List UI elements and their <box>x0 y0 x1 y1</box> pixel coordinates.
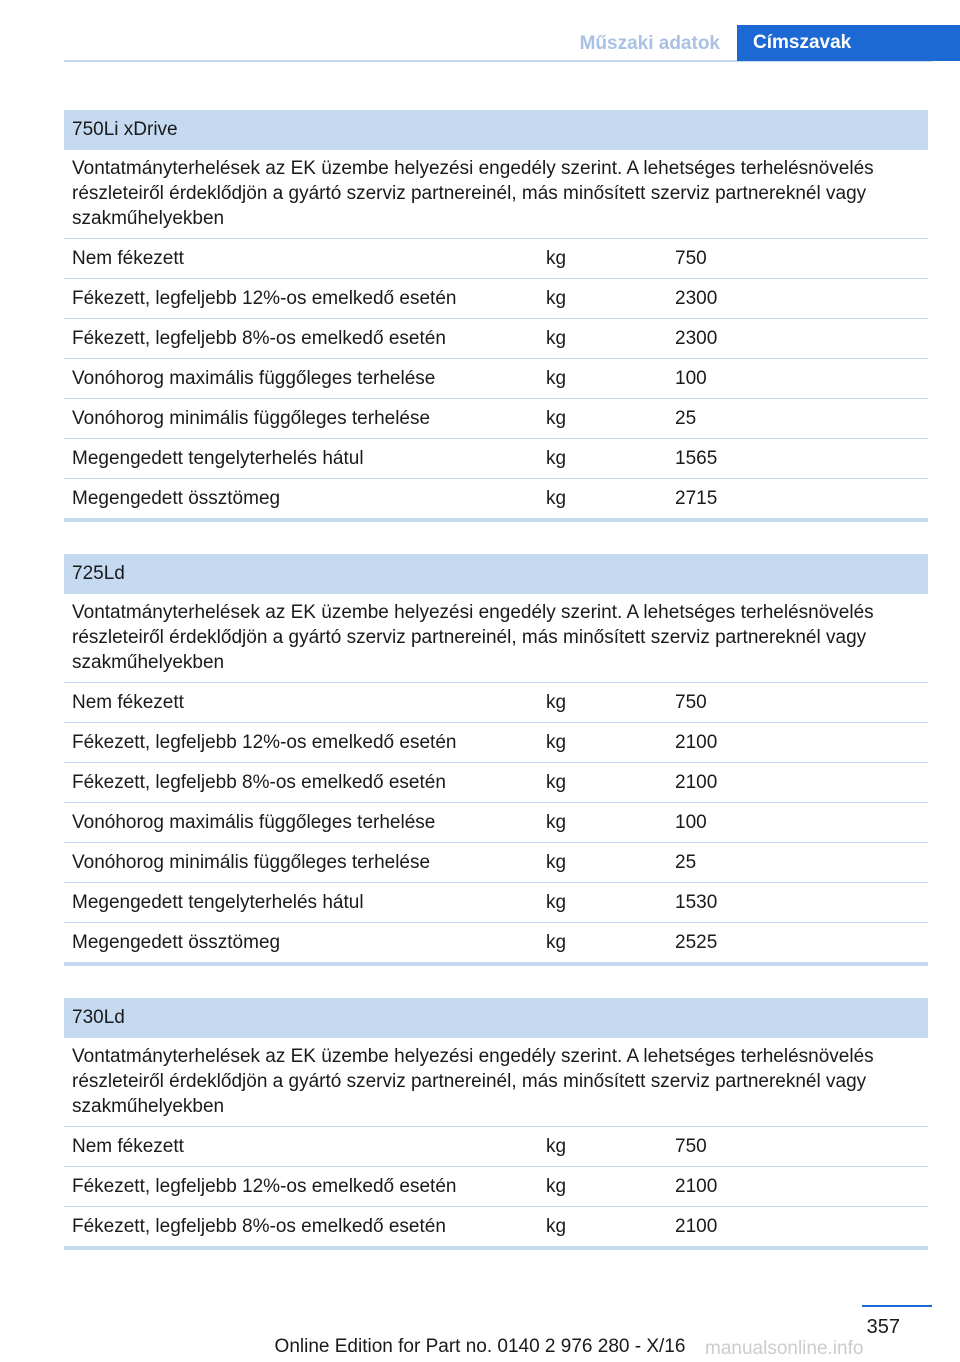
row-label: Fékezett, legfeljebb 12%-os emelkedő esetén <box>72 288 457 309</box>
table-row <box>64 803 928 843</box>
table-row <box>64 479 928 518</box>
table-row <box>64 1127 928 1167</box>
row-unit: kg <box>546 368 567 389</box>
row-unit: kg <box>546 288 567 309</box>
table-row <box>64 683 928 723</box>
row-value: 25 <box>675 852 697 873</box>
row-label: Vonóhorog minimális függőleges terhelése <box>72 852 431 873</box>
row-value: 2100 <box>675 772 718 793</box>
table-row <box>64 1207 928 1246</box>
row-unit: kg <box>546 1176 567 1197</box>
row-value: 2300 <box>675 288 718 309</box>
table-row <box>64 1167 928 1207</box>
table-description: Vontatmányterhelések az EK üzembe helyezési engedély szerint. A lehetséges terhelésnövelés részleteiről érdeklődjön a gyártó szerviz partnereinél, más minősített szerviz partnereknél vagy szakműhelyekben <box>64 594 928 683</box>
row-unit: kg <box>546 448 567 469</box>
page-number: 357 <box>866 1316 900 1338</box>
table-title: 725Ld <box>64 554 928 594</box>
row-value: 100 <box>675 368 707 389</box>
row-value: 25 <box>675 408 697 429</box>
row-unit: kg <box>546 772 567 793</box>
row-value: 750 <box>675 248 707 269</box>
spec-table <box>64 110 928 522</box>
spec-table <box>64 554 928 966</box>
table-end-bar <box>64 962 928 966</box>
row-label: Fékezett, legfeljebb 12%-os emelkedő esetén <box>72 1176 457 1197</box>
table-description: Vontatmányterhelések az EK üzembe helyezési engedély szerint. A lehetséges terhelésnövelés részleteiről érdeklődjön a gyártó szerviz partnereinél, más minősített szerviz partnereknél vagy szakműhelyekben <box>64 150 928 239</box>
row-label: Vonóhorog maximális függőleges terhelése <box>72 812 436 833</box>
table-end-bar <box>64 1246 928 1250</box>
row-unit: kg <box>546 1136 567 1157</box>
row-label: Nem fékezett <box>72 1136 184 1157</box>
row-value: 750 <box>675 1136 707 1157</box>
row-unit: kg <box>546 932 567 953</box>
table-row <box>64 239 928 279</box>
table-title: 730Ld <box>64 998 928 1038</box>
table-row <box>64 439 928 479</box>
row-label: Fékezett, legfeljebb 8%-os emelkedő esetén <box>72 328 446 349</box>
table-row <box>64 359 928 399</box>
row-unit: kg <box>546 248 567 269</box>
table-row <box>64 883 928 923</box>
row-value: 1565 <box>675 448 718 469</box>
row-unit: kg <box>546 892 567 913</box>
edition-footer: Online Edition for Part no. 0140 2 976 280 - X/16 <box>274 1336 686 1357</box>
table-row <box>64 843 928 883</box>
row-value: 2100 <box>675 1216 718 1237</box>
row-label: Fékezett, legfeljebb 12%-os emelkedő esetén <box>72 732 457 753</box>
row-label: Vonóhorog minimális függőleges terhelése <box>72 408 431 429</box>
row-unit: kg <box>546 692 567 713</box>
row-unit: kg <box>546 488 567 509</box>
row-value: 2525 <box>675 932 718 953</box>
row-label: Nem fékezett <box>72 248 184 269</box>
row-value: 2715 <box>675 488 718 509</box>
row-label: Megengedett össztömeg <box>72 488 281 509</box>
row-label: Vonóhorog maximális függőleges terhelése <box>72 368 436 389</box>
table-row <box>64 399 928 439</box>
footer-divider <box>862 1305 932 1307</box>
row-unit: kg <box>546 408 567 429</box>
watermark: manualsonline.info <box>705 1338 864 1359</box>
table-row <box>64 279 928 319</box>
row-value: 1530 <box>675 892 718 913</box>
row-unit: kg <box>546 732 567 753</box>
row-unit: kg <box>546 812 567 833</box>
row-value: 100 <box>675 812 707 833</box>
row-label: Fékezett, legfeljebb 8%-os emelkedő esetén <box>72 1216 446 1237</box>
table-description: Vontatmányterhelések az EK üzembe helyezési engedély szerint. A lehetséges terhelésnövelés részleteiről érdeklődjön a gyártó szerviz partnereinél, más minősített szerviz partnereknél vagy szakműhelyekben <box>64 1038 928 1127</box>
row-unit: kg <box>546 852 567 873</box>
row-value: 750 <box>675 692 707 713</box>
tab-technical-data[interactable]: Műszaki adatok <box>579 33 720 54</box>
spec-table <box>64 998 928 1250</box>
row-label: Megengedett tengelyterhelés hátul <box>72 892 364 913</box>
row-label: Fékezett, legfeljebb 8%-os emelkedő esetén <box>72 772 446 793</box>
row-value: 2300 <box>675 328 718 349</box>
tab-index[interactable]: Címszavak <box>737 25 960 61</box>
table-row <box>64 923 928 962</box>
row-label: Megengedett tengelyterhelés hátul <box>72 448 364 469</box>
table-row <box>64 319 928 359</box>
row-unit: kg <box>546 328 567 349</box>
row-value: 2100 <box>675 732 718 753</box>
row-label: Megengedett össztömeg <box>72 932 281 953</box>
row-value: 2100 <box>675 1176 718 1197</box>
row-unit: kg <box>546 1216 567 1237</box>
table-title: 750Li xDrive <box>64 110 928 150</box>
table-row <box>64 763 928 803</box>
table-end-bar <box>64 518 928 522</box>
row-label: Nem fékezett <box>72 692 184 713</box>
table-row <box>64 723 928 763</box>
